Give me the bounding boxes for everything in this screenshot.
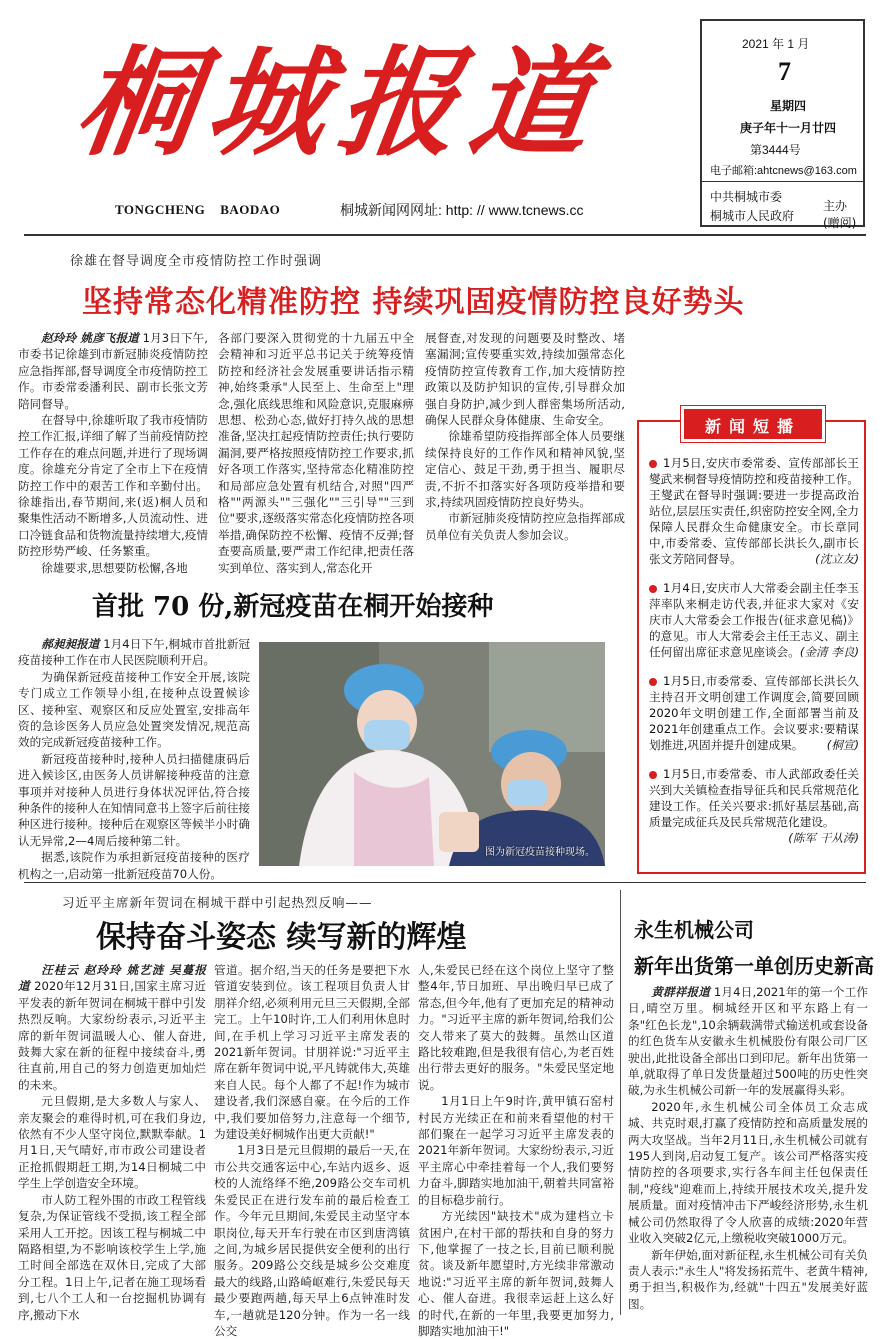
bullet-icon — [649, 460, 657, 468]
article2-paragraph: 1月4日下午,桐城市首批新冠疫苗接种工作在市人民医院顺利开启。 — [18, 637, 250, 668]
article3-paragraph: 1月3日是元旦假期的最后一天,在市公共交通客运中心,车站内返乡、返校的人流络绎不绝,209路公交车司机朱爱民正在进行发车前的最后检查工作。今年元旦期间,朱爱民主动坚守本职岗位,每天开车行驶在市区到唐湾镇之间,为城乡居民提供安全便利的出行服务。209路公交线是城乡公交难度最大的线路,山路崎岖难行,朱爱民每天最少要跑两趟,每天早上6点钟准时发车,一趟就是120分钟。作为一名一线公交 — [214, 1143, 410, 1338]
article2-headline[interactable]: 首批 70 份,新冠疫苗在桐开始接种 — [92, 592, 494, 622]
article1-paragraph: 各部门要深入贯彻党的十九届五中全会精神和习近平总书记关于统筹疫情防控和经济社会发展重要讲话指示精神,始终秉承"人民至上、生命至上"理念,强化底线思维和风险意识,克服麻痹思想、松劲心态,做好打持久战的思想准备,坚决扛起疫情防控责任;执行要防漏洞,要严格按照疫情防控工作要求,抓好各项工作落实,坚持常态化精准防控和局部应急处置有机结合,对照"四严格""两源头""三强化""三引导""三到位"要求,逐级落实常态化疫情防控各项举措,确保防控不松懈、疫情不反弹;督查要高质量,要严肃工作纪律,把责任落实到单位、落实到人,常态化开 — [218, 331, 414, 575]
article3-paragraph: 方光续因"缺技术"成为建档立卡贫困户,在村干部的帮扶和自身的努力下,他掌握了一技之长,目前已顺利脱贫。谈及新年愿望时,方光续非常激动地说:"习近平主席的新年贺词,鼓舞人心、催人奋进。我很幸运赶上这么好的时代,在新的一年里,我要更加努力,脚踏实地加油干!" — [418, 1209, 614, 1338]
article3-col1 — [18, 962, 206, 1322]
article4-paragraph: 1月4日,2021年的第一个工作日,晴空万里。桐城经开区和平东路上有一条"红色长龙",10余辆载满带式输送机或套设备的红色货车从安徽永生机械股份有限公司厂区驶出,此批设备全部出口到印尼。新年出货第一单,就取得了单日发货量超过500吨的历史性突破,为永生机械公司新一年的发展赢得头彩。 — [628, 985, 868, 1098]
column-divider — [620, 890, 621, 1315]
issue-number: 第3444号 — [750, 143, 801, 157]
article2-paragraph: 为确保新冠疫苗接种工作安全开展,该院专门成立工作领导小组,在接种点设置候诊区、接种室、观察区和反应处置室,安排高年资的急诊医务人员应急处置突发情况,规范高效的完成新冠疫苗接种工作。 — [18, 669, 250, 750]
news-brief-list — [649, 455, 859, 846]
article2-paragraph: 据悉,该院作为承担新冠疫苗接种的医疗机构之一,启动第一批新冠疫苗70人份。 — [18, 850, 250, 881]
article1-paragraph: 在督导中,徐雄听取了我市疫情防控工作汇报,详细了解了当前疫情防控工作存在的难点问题,并进行了现场调度。徐雄充分肯定了全市上下在疫情防控工作中的艰苦工作和辛勤付出。徐雄指出,春节期间,来(返)桐人员和聚集性活动不断增多,人员流动性、进口冷链食品和货物流量持续增大,疫情防控形势严峻、任务繁重。 — [18, 413, 208, 559]
masthead-rule — [24, 234, 866, 236]
date-box-divider — [702, 181, 863, 182]
publisher-line2: 桐城市人民政府 — [710, 209, 795, 223]
article4-byline: 黄群祥报道 — [651, 985, 710, 999]
news-brief-item[interactable] — [649, 766, 859, 845]
news-brief-item[interactable] — [649, 580, 859, 660]
article1-col3 — [425, 330, 625, 550]
publisher-role: 主办(赠阅) — [823, 199, 857, 230]
article1-headline[interactable]: 坚持常态化精准防控 持续巩固疫情防控良好势头 — [82, 285, 745, 320]
news-brief-source: (陈军 干从涛) — [788, 831, 859, 845]
news-brief-text: 1月5日,安庆市委常委、宣传部部长王燮武来桐督导疫情防控和疫苗接种工作。王燮武在督导时强调:要进一步提高政治站位,层层压实责任,织密防控安全网,全力保障人民群众生命健康安全。市长章同中,市委常委、宣传部部长洪长久,副市长张文芳陪同督导。 — [649, 456, 859, 566]
article1-paragraph: 1月3日下午,市委书记徐雄到市新冠肺炎疫情防控应急指挥部,督导调度全市疫情防控工作。市委常委潘利民、副市长张文芳陪同督导。 — [18, 331, 208, 411]
article2-body — [18, 636, 250, 881]
article3-paragraph: 元旦假期,是大多数人与家人、亲友聚会的难得时机,可在我们身边,依然有不少人坚守岗位,默默奉献。1月1日,天气晴好,市市政公司建设者正抢抓假期赶工期,为14日桐城二中学生上学创造安全环境。 — [18, 1094, 206, 1191]
date-box — [700, 19, 865, 230]
article3-paragraph: 2020年12月31日,国家主席习近平发表的新年贺词在桐城干群中引发热烈反响。大家纷纷表示,习近平主席的新年贺词温暖人心、催人奋进,鼓舞大家在新的征程中接续奋斗,勇往直前,用自己的努力创造更加灿烂的未来。 — [18, 979, 206, 1092]
article1-paragraph: 徐雄希望防疫指挥部全体人员要继续保持良好的工作作风和精神风貌,坚定信心、鼓足干劲,勇于担当、履职尽责,不折不扣落实好各项防疫举措和要求,持续巩固疫情防控良好势头。 — [425, 429, 625, 510]
news-brief-text: 1月4日,安庆市人大常委会副主任李玉萍率队来桐走访代表,并征求大家对《安庆市人大常委会工作报告(征求意见稿)》的意见。市人大常委会主任王志义、副主任何留出席征求意见座谈会。 — [649, 581, 859, 659]
bullet-icon — [649, 678, 657, 686]
article3-paragraph: 人,朱爱民已经在这个岗位上坚守了整整4年,节日加班、早出晚归早已成了常态,但今年,他有了更加充足的精神动力。"习近平主席的新年贺词,给我们公交人带来了莫大的鼓舞。虽然山区道路比较难跑,但是我很有信心,为老百姓出行带去更好的服务。"朱爱民坚定地说。 — [418, 963, 614, 1092]
article2-paragraph: 新冠疫苗接种时,接种人员扫描健康码后进入候诊区,由医务人员讲解接种疫苗的注意事项并对接种人员进行身体状况评估,符合接种条件的接种人在知情同意书上签字后前往接种区进行接种。接种后在观察区等候半小时确认无异常,2—4周后接种第二针。 — [18, 751, 250, 848]
news-brief-item[interactable] — [649, 455, 859, 567]
news-brief-box — [637, 417, 866, 874]
article3-paragraph: 管道。据介绍,当天的任务是要把下水管道安装到位。该工程项目负责人甘朋祥介绍,必须利用元旦三天假期,全部完工。上午10时许,工人们利用休息时间,在手机上学习习近平主席发表的2021新年贺词。甘朋祥说:"习近平主席在新年贺词中说,平凡铸就伟大,英雄来自人民。每个人都了不起!作为城市建设者,我们深感自豪。在今后的工作中,我们要加倍努力,注意每一个细节,为建设美好桐城作出更大贡献!" — [214, 963, 410, 1142]
logo-char: 桐 — [68, 33, 206, 172]
weekday: 星期四 — [770, 99, 807, 113]
date-line: 2021 年 1 月 — [742, 37, 810, 51]
email[interactable]: 电子邮箱:ahtcnews@163.com — [710, 165, 857, 177]
article2-byline: 郝昶昶报道 — [41, 637, 100, 651]
vaccination-photo[interactable] — [259, 642, 605, 866]
masthead-pinyin: TONGCHENG BAODAO — [115, 202, 281, 217]
article1-byline: 赵玲玲 姚彦飞报道 — [41, 331, 139, 345]
bullet-icon — [649, 771, 657, 779]
masthead-website[interactable]: 桐城新闻网网址: http: // www.tcnews.cc — [340, 202, 584, 218]
article4-paragraph: 新年伊始,面对新征程,永生机械公司有关负责人表示:"永生人"将发扬拓荒牛、老黄牛精神,勇于担当,积极作为,经就"十四五"发展美好蓝图。 — [628, 1247, 868, 1311]
article4-headline-line2[interactable]: 新年出货第一单创历史新高 — [634, 954, 874, 978]
news-brief-source: (桐宣) — [826, 738, 859, 752]
article4-paragraph: 2020年,永生机械公司全体员工众志成城、共克时艰,打赢了疫情防控和高质量发展的两大攻坚战。当年2月11日,永生机械公司就有195人到岗,启动复工复产。该公司严格落实疫情防控的各项要求,实行各车间主任包保责任制,"疫线"迎难而上,持续开展技术攻关,提升发展质量。面对疫情冲击下严峻经济形势,永生机械公司仍然取得了令人欣喜的成绩:2020年营业收入突破2亿元,上缴税收突破1000万元。 — [628, 1099, 868, 1246]
article1-col2 — [218, 330, 414, 580]
article3-col3 — [418, 962, 614, 1338]
news-brief-text: 1月5日,市委常委、市人武部政委任关兴到大关镇检查指导征兵和民兵常规范化建设工作。任关兴要求:抓好基层基础,高质量完成征兵及民兵常规范化建设。 — [649, 767, 859, 829]
article3-byline: 汪桂云 赵玲玲 姚艺涟 吴蔓报道 — [18, 963, 206, 994]
article3-headline[interactable]: 保持奋斗姿态 续写新的辉煌 — [96, 920, 467, 955]
article1-paragraph: 徐雄要求,思想要防松懈,各地 — [41, 560, 188, 575]
article3-kicker: 习近平主席新年贺词在桐城干群中引起热烈反响—— — [62, 895, 373, 910]
article4-headline-line1[interactable]: 永生机械公司 — [634, 918, 754, 942]
newspaper-logo — [68, 28, 602, 178]
publisher — [710, 188, 794, 226]
article4-body — [628, 984, 868, 1314]
masthead — [0, 0, 887, 232]
news-brief-title: 新闻短播 — [681, 406, 825, 442]
photo-caption: 图为新冠疫苗接种现场。 — [485, 847, 595, 858]
news-brief-text: 1月5日,市委常委、宣传部部长洪长久主持召开文明创建工作调度会,简要回顾2020年文明创建工作,全面部署当前及2021年创建重点工作。会议要求:要精谋划推进,巩固并提升创建成果。 — [649, 674, 859, 752]
date-day: 7 — [778, 57, 791, 86]
article1-paragraph: 市新冠肺炎疫情防控应急指挥部成员单位有关负责人参加会议。 — [425, 511, 625, 542]
news-brief-source: (金清 李良) — [799, 645, 859, 659]
lunar-date: 庚子年十一月廿四 — [740, 121, 837, 135]
publisher-line1: 中共桐城市委 — [710, 190, 783, 204]
news-brief-source: (沈立友) — [815, 552, 859, 566]
article3-paragraph: 1月1日上午9时许,黄甲镇石窑村村民方光续正在和前来看望他的村干部们聚在一起学习习近平主席发表的2021年新年贺词。大家纷纷表示,习近平主席心中牵挂着每一个人,我们要努力奋斗,脚踏实地加油干,朝着共同富裕的目标稳步前行。 — [418, 1094, 614, 1207]
article1-col1 — [18, 330, 208, 580]
logo-char: 报 — [330, 33, 468, 172]
article1-paragraph: 展督查,对发现的问题要及时整改、堵塞漏洞;宣传要重实效,持续加强常态化疫情防控宣传教育工作,加大疫情防控政策以及防护知识的宣传,引导群众加强自身防护,减少到人群密集场所活动,确保人民群众身体健康、生命安全。 — [425, 331, 625, 428]
news-brief-item[interactable] — [649, 673, 859, 753]
section-rule — [24, 882, 866, 883]
logo-char: 城 — [198, 33, 336, 172]
vaccination-photo-illustration — [259, 642, 605, 866]
bullet-icon — [649, 585, 657, 593]
logo-char: 道 — [462, 33, 600, 172]
article3-col2 — [214, 962, 410, 1338]
article3-paragraph: 市人防工程外围的市政工程管线复杂,为保证管线不受损,该工程全部采用人工开挖。因该工程与桐城二中隔路相望,为不影响该校学生上学,施工时间全部选在双休日,完成了大部分工程。1日上午,记者在施工现场看到,七八个工人和一台挖掘机协调有序,搬动下水 — [18, 1192, 206, 1322]
article1-kicker: 徐雄在督导调度全市疫情防控工作时强调 — [70, 254, 323, 269]
